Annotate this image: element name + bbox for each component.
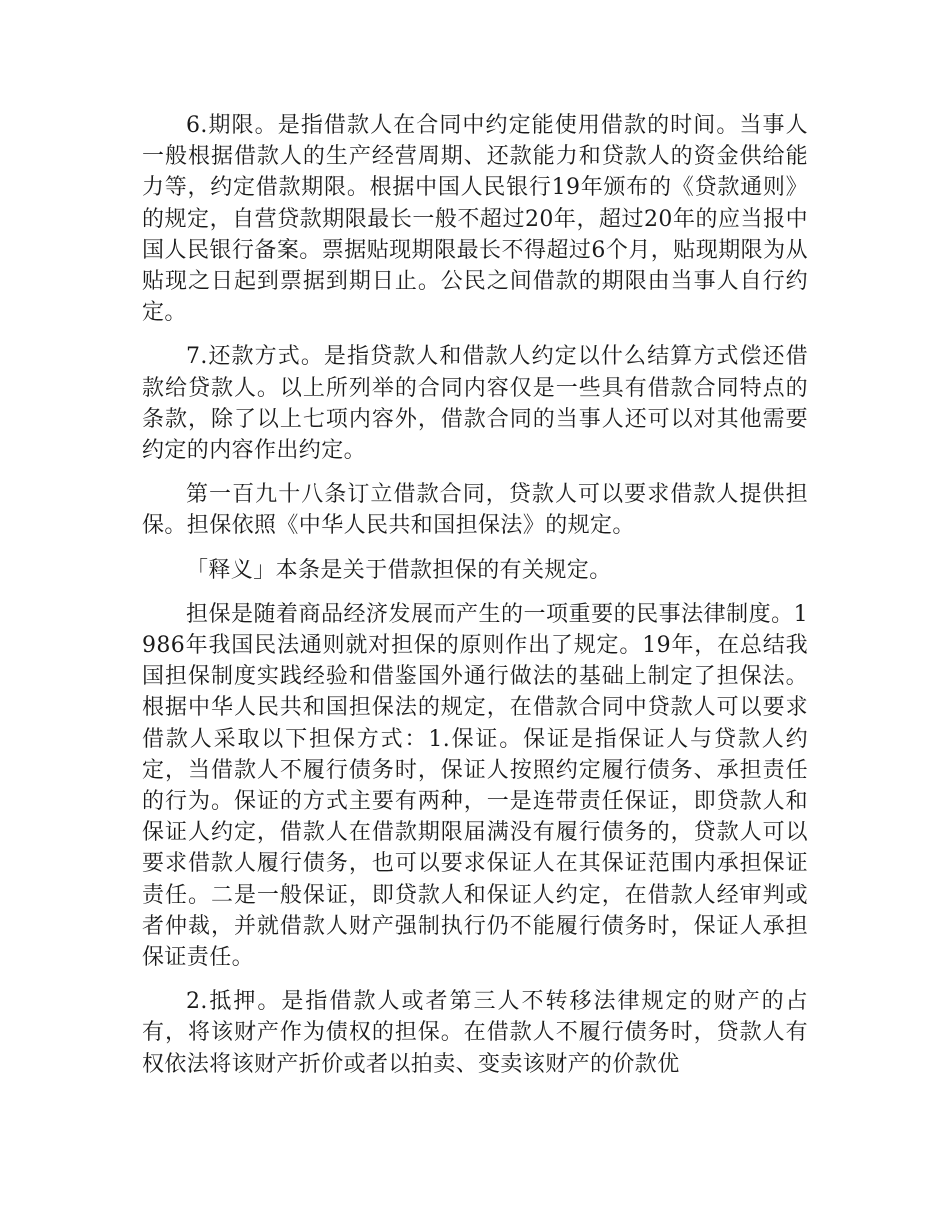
paragraph-term: 6.期限。是指借款人在合同中约定能使用借款的时间。当事人一般根据借款人的生产经营周期、还款能力和贷款人的资金供给能力等，约定借款期限。根据中国人民银行19年颁布的《贷款通则》的规定，自营贷款期限最长一般不超过20年，超过20年的应当报中国人民银行备案。票据贴现期限最长不得超过6个月，贴现期限为从贴现之日起到票据到期日止。公民之间借款的期限由当事人自行约定。 bbox=[142, 113, 808, 326]
paragraph-guarantee: 担保是随着商品经济发展而产生的一项重要的民事法律制度。1986年我国民法通则就对担保的原则作出了规定。19年，在总结我国担保制度实践经验和借鉴国外通行做法的基础上制定了担保法。根据中华人民共和国担保法的规定，在借款合同中贷款人可以要求借款人采取以下担保方式：1.保证。保证是指保证人与贷款人约定，当借款人不履行债务时，保证人按照约定履行债务、承担责任的行为。保证的方式主要有两种，一是连带责任保证，即贷款人和保证人约定，借款人在借款期限届满没有履行债务的，贷款人可以要求借款人履行债务，也可以要求保证人在其保证范围内承担保证责任。二是一般保证，即贷款人和保证人约定，在借款人经审判或者仲裁，并就借款人财产强制执行仍不能履行债务时，保证人承担保证责任。 bbox=[142, 601, 808, 971]
paragraph-mortgage: 2.抵押。是指借款人或者第三人不转移法律规定的财产的占有，将该财产作为债权的担保。在借款人不履行债务时，贷款人有权依法将该财产折价或者以拍卖、变卖该财产的价款优 bbox=[142, 989, 808, 1077]
paragraph-interpretation: 「释义」本条是关于借款担保的有关规定。 bbox=[186, 557, 612, 583]
paragraph-repayment-method: 7.还款方式。是指贷款人和借款人约定以什么结算方式偿还借款给贷款人。以上所列举的合同内容仅是一些具有借款合同特点的条款，除了以上七项内容外，借款合同的当事人还可以对其他需要约定的内容作出约定。 bbox=[142, 344, 808, 464]
document-page bbox=[142, 110, 808, 1093]
paragraph-article-198: 第一百九十八条订立借款合同，贷款人可以要求借款人提供担保。担保依照《中华人民共和国担保法》的规定。 bbox=[142, 482, 808, 539]
